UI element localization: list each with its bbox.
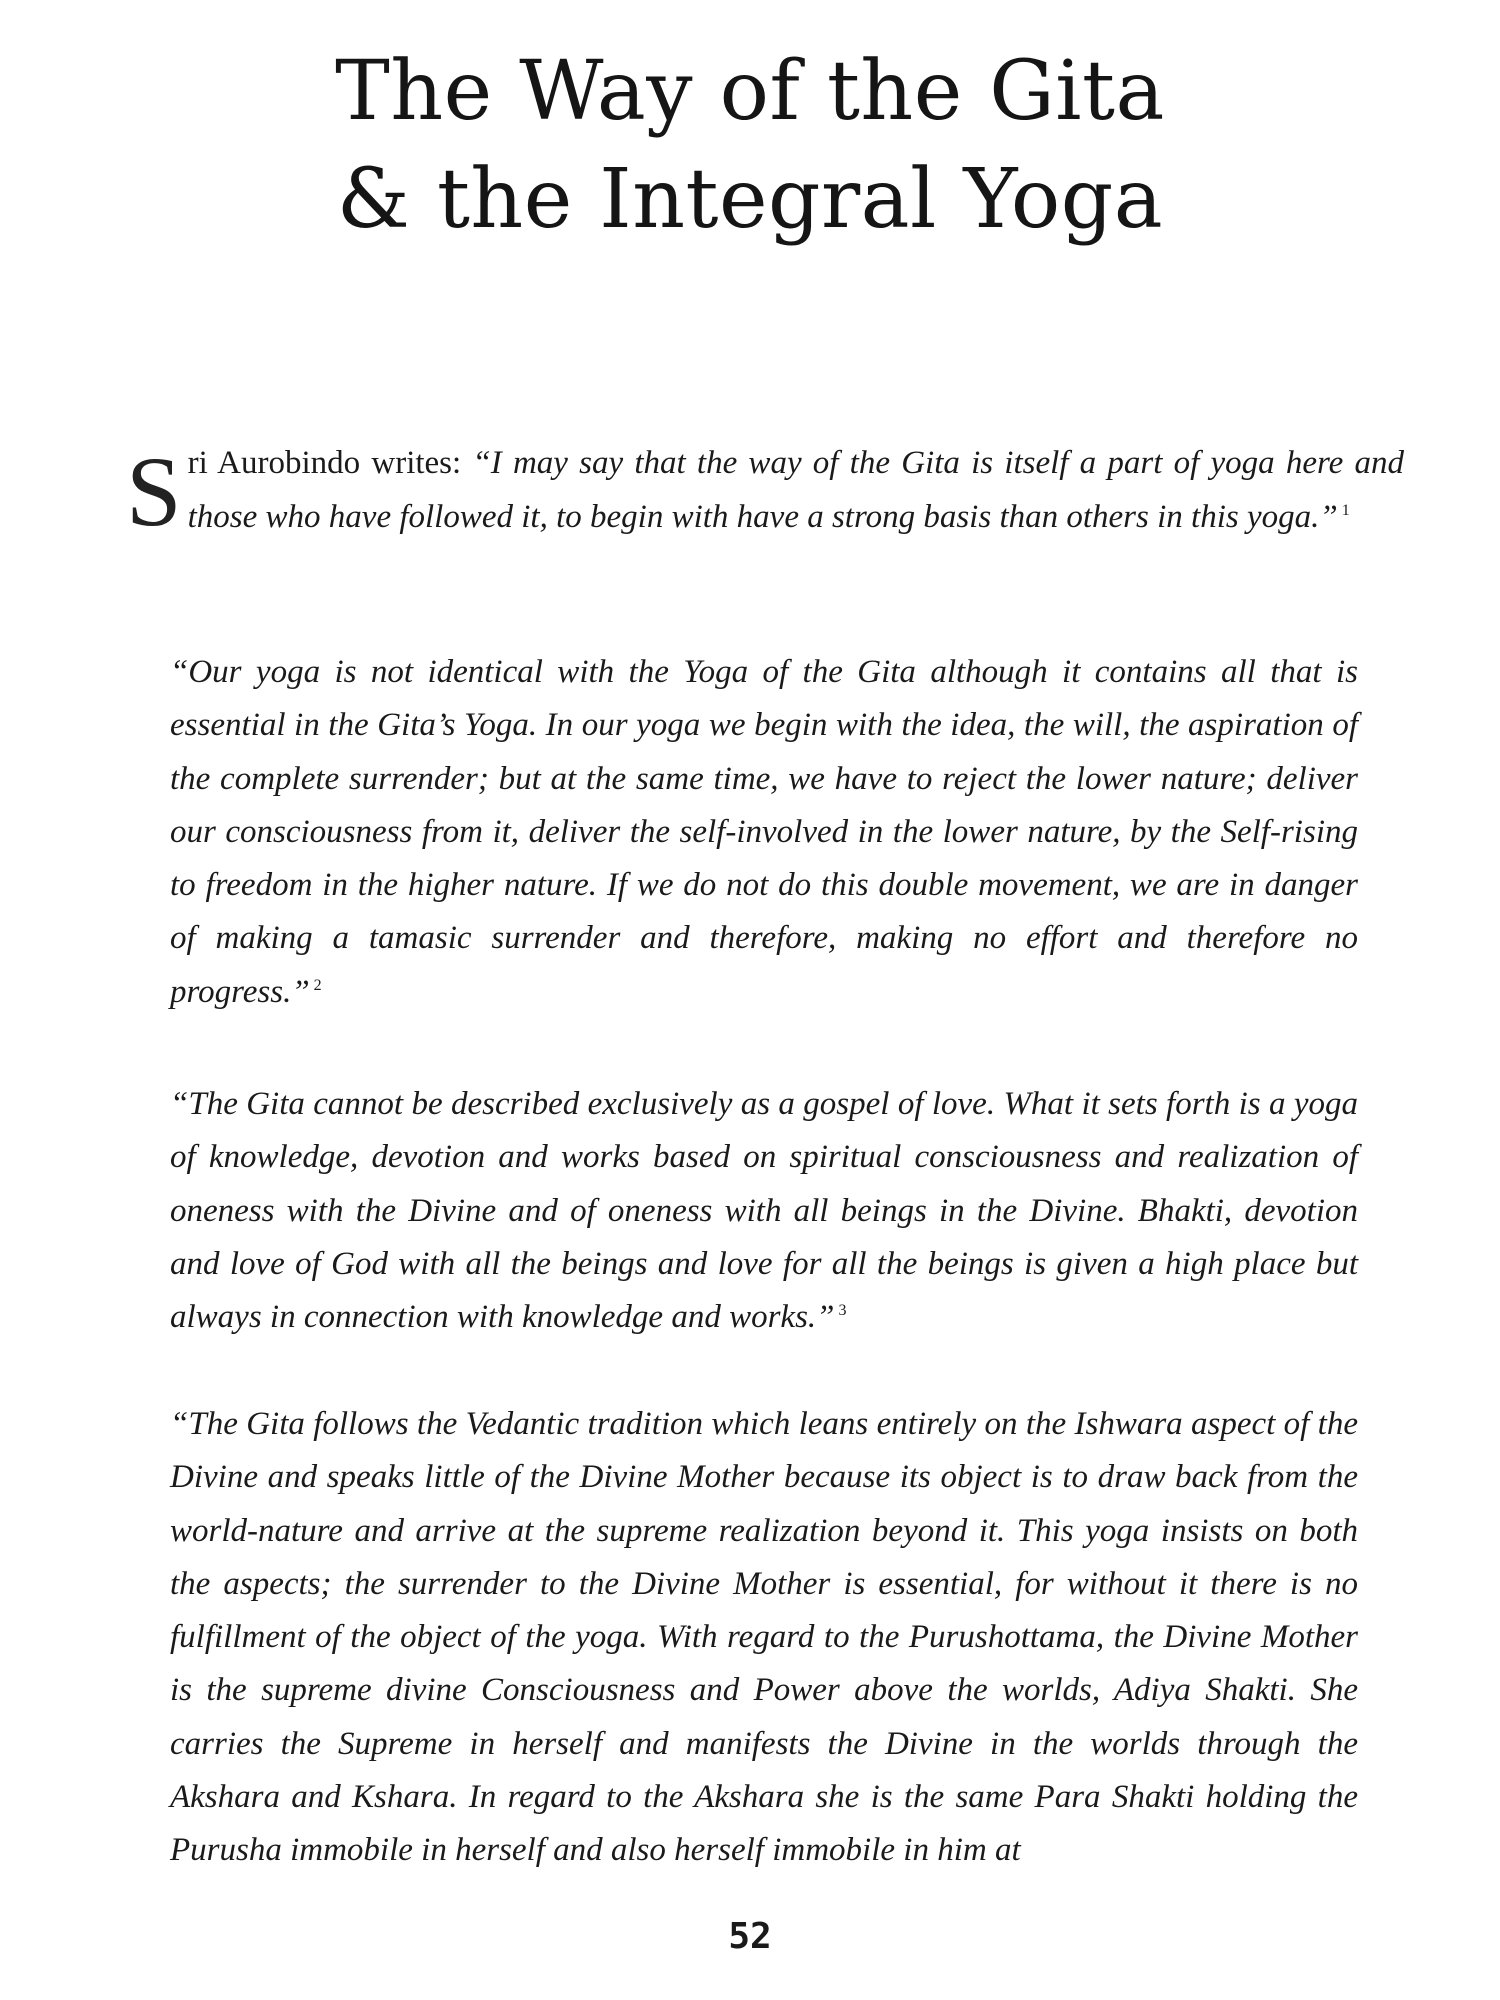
intro-quote: “I may say that the way of the Gita is itself a part of yoga here and those who have followed it, to begin with have a strong basis than others in this yoga.” xyxy=(187,445,1404,535)
footnote-marker: 3 xyxy=(838,1302,847,1320)
quote-text: “Our yoga is not identical with the Yoga of the Gita although it contains all that is essential in the Gita’s Yoga. In our yoga we begin with the idea, the will, the aspiration of the complete surrender; but at the same time, we have to reject the lower nature; deliver our consciousness from it, deliver the self-involved in the lower nature, by the Self-rising to freedom in the higher nature. If we do not do this double movement, we are in danger of making a tamasic surrender and therefore, making no effort and therefore no progress.” xyxy=(170,654,1358,1010)
block-quote xyxy=(170,1398,1358,1878)
page-number: 52 xyxy=(728,1916,772,1957)
footnote-marker: 1 xyxy=(1341,502,1350,519)
drop-cap: S xyxy=(126,436,182,547)
footnote-marker: 2 xyxy=(313,976,322,994)
block-quote xyxy=(170,646,1358,1019)
intro-lead-text: ri Aurobindo writes: xyxy=(187,445,473,481)
intro-paragraph xyxy=(126,436,1404,547)
quote-text: “The Gita cannot be described exclusively as a gospel of love. What it sets forth is a yoga of knowledge, devotion and works based on spiritual consciousness and realization of oneness with the Divine and of oneness with all beings in the Divine. Bhakti, devotion and love of God with all the beings and love for all the beings is given a high place but always in connection with knowledge and works.” xyxy=(170,1086,1358,1336)
page-title xyxy=(0,38,1500,254)
quote-text: “The Gita follows the Vedantic tradition which leans entirely on the Ishwara aspect of the Divine and speaks little of the Divine Mother because its object is to draw back from the world-nature and arrive at the supreme realization beyond it. This yoga insists on both the aspects; the surrender to the Divine Mother is essential, for without it there is no fulfillment of the object of the yoga. With regard to the Purushottama, the Divine Mother is the supreme divine Consciousness and Power above the worlds, Adiya Shakti. She carries the Supreme in herself and manifests the Divine in the worlds through the Akshara and Kshara. In regard to the Akshara she is the same Para Shakti holding the Purusha immobile in herself and also herself immobile in him at xyxy=(170,1406,1358,1869)
block-quote xyxy=(170,1078,1358,1344)
title-line-1: The Way of the Gita xyxy=(335,44,1165,139)
title-line-2: & the Integral Yoga xyxy=(336,152,1164,247)
